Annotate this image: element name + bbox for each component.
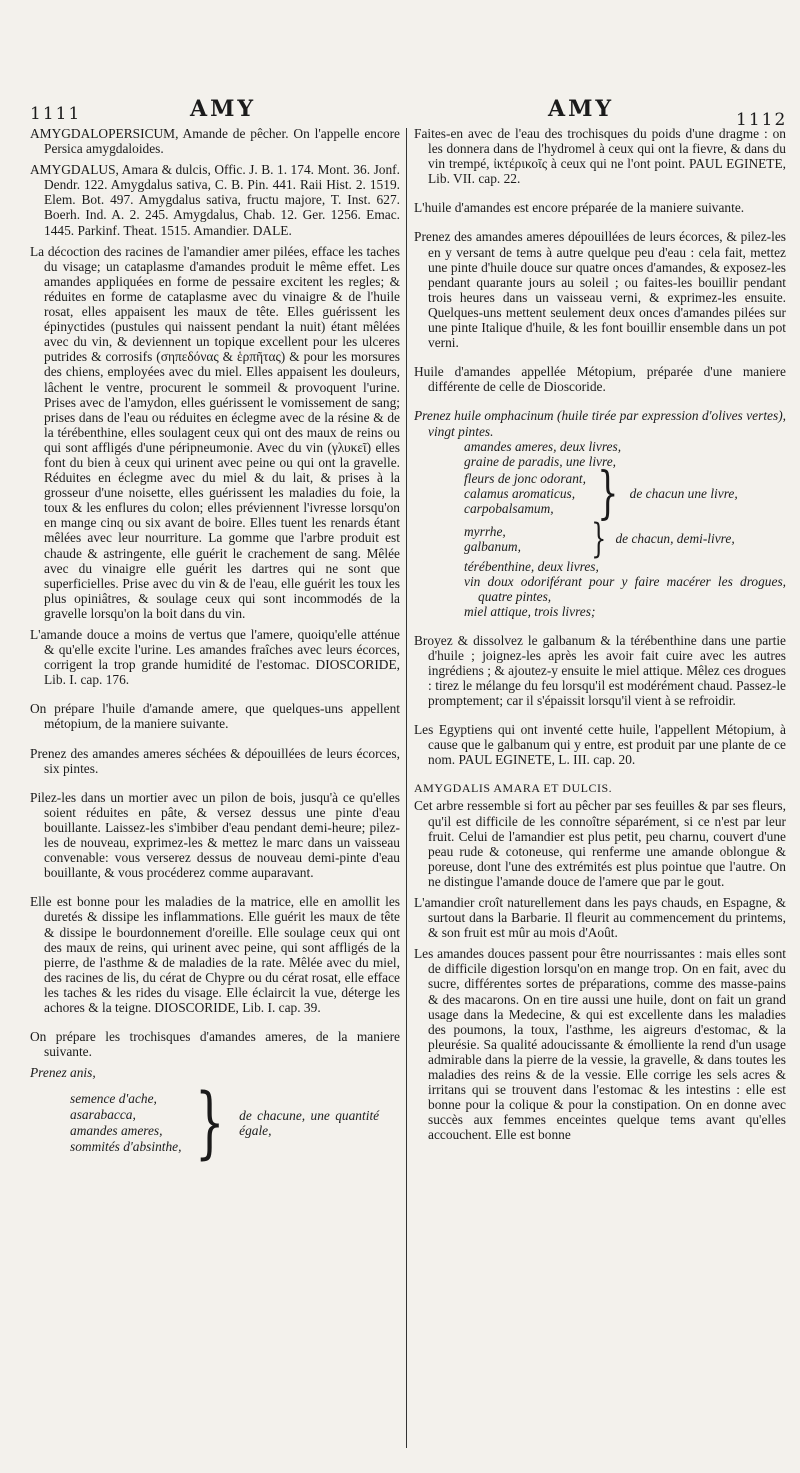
entry-amygdalus: AMYGDALUS, Amara & dulcis, Offic. J. B. 1. 174. Mont. 36. Jonf. Dendr. 122. Amygdalus sativa, C. B. Pin. 441. Raii Hist. 2. 1519. Elem. Bot. 497. Amygdalus sativa, fructu majore, T. Inst. 627. Boerh. Ind. A. 2. 245. Amygdalus, Chab. 12. Ger. 1256. Emac. 1445. Parkinf. Theat. 1515. Amandier. DALE.: [30, 162, 400, 238]
ingredient-list: [70, 1091, 181, 1155]
recipe-oil-alt: Prenez des amandes ameres dépouillées de leurs écorces, & pilez-les en y versant de tems à autre quelque peu d'eau : cela fait, mettez une pinte d'huile douce sur quatre onces d'amandes, & exposez-les pendant quarante jours au soleil ; ou faites-les bouillir pendant trois heures dans un vaisseau verni, & exprimez-les ensuite. Quelques-uns mettent seulement deux onces d'amandes pilées sur une pinte Italique d'huile, & les font bouillir ensemble dans un pot verni.: [414, 229, 786, 351]
paragraph-oil-alt-intro: L'huile d'amandes est encore préparée de la maniere suivante.: [414, 200, 745, 216]
paragraph-decoction: La décoction des racines de l'amandier amer pilées, efface les taches du visage; un cataplasme d'amandes produit le même effet. Les amandes appliquées en forme de pessaire excitent les regles; & réduites en forme de cataplasme avec du vinaigre & de l'huile rosat, elles appaisent les maux de tête. Elles guérissent les épinyctides (pustules qui naissent pendant la nuit) étant mêlées avec du vin, & deviennent un topique excellent pour les ulceres putrides & corrosifs (σηπεδόνας & ἑρπῆτας) & pour les morsures des chiens, employées avec du miel. Elles appaisent les douleurs, lâchent le ventre, procurent le sommeil & provoquent l'urine. Prises avec de l'amydon, elles guérissent le vomissement de sang; prises dans de l'eau ou réduites en éclegme avec de la résine & de la térébenthine, elles soulagent ceux qui ont des maux de reins ou qui sont affligés d'une péripneumonie. Avec du vin (γλυκεῖ) elles font du bien à ceux qui urinent avec peine ou qui ont la gravelle. Réduites en éclegme avec du miel & du lait, & prises à la grosseur d'une noisette, elles guérissent les maladies du foie, la toux & les enflures du colon; elles préviennent l'ivresse lorsqu'on en mange cinq ou six avant de boire. Elles tuent les renards étant mêlées avec leur nourriture. La gomme que l'arbre produit est chaude & astringente, elle guérit le crachement de sang. Mêlée avec du vinaigre elle guérit les dartres qui ne sont que superficielles. Prise avec du vin & de l'eau, elle guérit les toux les plus opiniâtres, & soulage ceux qui sont incommodés de la gravelle lorsqu'on la boit dans du vin.: [30, 243, 400, 621]
ingredient-quantity: de chacun, demi-livre,: [615, 531, 735, 547]
ingredient: amandes ameres, deux livres,: [464, 438, 622, 454]
recipe-first-line: Prenez huile omphacinum (huile tirée par expression d'olives vertes), vingt pintes.: [414, 408, 786, 439]
paragraph-trochisques-use: Faites-en avec de l'eau des trochisques du poids d'une dragme : on les donnera dans de l'hydromel à ceux qui ont la fievre, & dans du vin trempé, ἰκτέρικοῖς à ceux qui ne l'ont point. PAUL EGINETE, Lib. VII. cap. 22.: [414, 126, 786, 187]
paragraph-oil-intro: On prépare l'huile d'amande amere, que quelques-uns appellent métopium, de la maniere suivante.: [30, 701, 400, 732]
ingredient: vin doux odoriférant pour y faire macérer les drogues, quatre pintes,: [464, 573, 786, 604]
column-divider: [406, 128, 407, 1448]
recipe-trochisques: [30, 1065, 400, 1169]
ingredient-quantity: de chacun une livre,: [629, 486, 738, 502]
ingredient: sommités d'absinthe,: [70, 1139, 182, 1155]
paragraph-egyptiens: Les Egyptiens qui ont inventé cette huile, l'appellent Métopium, à cause que le galbanum qui y entre, est produit par une plante de ce nom. PAUL EGINETE, L. III. cap. 20.: [414, 722, 786, 768]
ingredient: calamus aromaticus,: [464, 486, 576, 502]
ingredient: fleurs de jonc odorant,: [464, 471, 586, 487]
ingredient-group: [70, 1078, 400, 1169]
right-page-number: 1112: [736, 110, 788, 130]
brace-glyph: }: [195, 1078, 226, 1169]
entry-amygdalopersicum: AMYGDALOPERSICUM, Amande de pêcher. On l'appelle encore Persica amygdaloides.: [30, 126, 400, 157]
paragraph-broyez: Broyez & dissolvez le galbanum & la térébenthine dans une partie d'huile ; joignez-les après les avoir fait cuire avec les autres ingrédiens ; & ajoutez-y ensuite le miel attique. Mêlez ces drogues : tirez le mélange du feu lorsqu'il est modérément chaud. Passez-le promptement; car il s'épaissit lorsqu'il vient à se refroidir.: [414, 632, 786, 708]
paragraph-habitat: L'amandier croît naturellement dans les pays chauds, en Espagne, & surtout dans la Barbarie. Il fleurit au commencement du printems, & son fruit est mûr au mois d'Août.: [414, 895, 786, 941]
brace-glyph: }: [591, 515, 607, 562]
ingredient: semence d'ache,: [70, 1091, 157, 1107]
ingredient-list: [464, 524, 582, 554]
heading-metopium: Huile d'amandes appellée Métopium, préparée d'une maniere différente de celle de Dioscoride.: [414, 364, 786, 395]
right-column: [414, 126, 786, 1149]
paragraph-description: Cet arbre ressemble si fort au pêcher par ses feuilles & par ses fleurs, qu'il est difficile de les connoître séparément, si ce n'est par leur fruit. Celui de l'amandier est plus petit, peu charnu, couvert d'une peau rude & cotoneuse, qui renferme une amande oblongue & poreuse, dont l'une des extrémités est plus pointue que l'autre. On ne distingue l'amande douce de l'amere que par le gout.: [414, 798, 786, 889]
ingredient: carpobalsamum,: [464, 501, 554, 517]
recipe-pilez: Pilez-les dans un mortier avec un pilon de bois, jusqu'à ce qu'elles soient réduites en pâte, & versez dessus une pinte d'eau bouillante. Laissez-les s'imbiber d'eau pendant demi-heure; pilez-les de nouveau, exprimez-les & mettez le marc dans un vaisseau convenable: vous verserez dessus de nouveau demi-pinte d'eau bouillante, & vous procéderez comme auparavant.: [30, 789, 400, 881]
paragraph-sweet-almond: L'amande douce a moins de vertus que l'amere, quoiqu'elle atténue & qu'elle excite l'urine. Les amandes fraîches avec leurs écorces, corrigent la trop grande humidité de l'estomac. DIOSCORIDE, Lib. I. cap. 176.: [30, 627, 400, 688]
ingredient: amandes ameres,: [70, 1123, 163, 1139]
left-page-number: 1111: [30, 104, 82, 124]
recipe-metopium: [414, 408, 786, 618]
ingredient: myrrhe,: [464, 523, 506, 539]
ingredient: miel attique, trois livres;: [464, 603, 596, 619]
ingredient-quantity: de chacune, une quantité égale,: [239, 1108, 380, 1139]
ingredient-group-2: [414, 515, 786, 562]
ingredient: térébenthine, deux livres,: [464, 558, 599, 574]
brace-glyph: }: [597, 460, 619, 526]
recipe-intro: Prenez anis,: [30, 1065, 96, 1081]
left-running-head: AMY: [190, 96, 257, 122]
section-heading: AMYGDALIS AMARA ET DULCIS.: [414, 781, 613, 796]
ingredient: galbanum,: [464, 538, 521, 554]
ingredient: graine de paradis, une livre,: [464, 453, 616, 469]
ingredient: asarabacca,: [70, 1107, 136, 1123]
left-column: [30, 126, 400, 1169]
ingredient-list: [464, 471, 586, 516]
recipe-prenez: Prenez des amandes ameres séchées & dépouillées de leurs écorces, six pintes.: [30, 745, 400, 776]
paragraph-trochisques-intro: On prépare les trochisques d'amandes ameres, de la maniere suivante.: [30, 1029, 400, 1060]
paragraph-uses: Elle est bonne pour les maladies de la matrice, elle en amollit les duretés & dissipe les inflammations. Elle guérit les maux de tête & dissipe le bourdonnement d'oreille. Elle soulage ceux qui ont des maux de reins, qui urinent avec peine, qui sont affligés de la pierre, de l'asthme & de maladies de la rate. Mêlée avec du miel, des racines de lis, du cérat de Chypre ou du cérat rosat, elle efface les taches & les rides du visage. Elle éclaircit la vue, déterge les achores & la teigne. DIOSCORIDE, Lib. I. cap. 39.: [30, 894, 400, 1015]
paragraph-sweet-almonds: Les amandes douces passent pour être nourrissantes : mais elles sont de difficile digestion lorsqu'on en mange trop. On en fait, avec du sucre, différentes sortes de préparations, comme des masse-pains & des macarons. On en tire aussi une huile, dont on fait un grand usage dans la Medecine, & qui est excellente dans les maladies des poumons, la toux, l'asthme, les aigreurs d'estomac, & la pleurésie. Sa qualité adoucissante & émolliente la rend d'un usage admirable dans la pierre de la vessie, la gravelle, & dans toutes les maladies des reins & de la vessie. Elle corrige les sels acres & irritans qui se trouvent dans l'estomac & les intestins : elle est bonne pour la colique & pour la constipation. On en donne avec succès aux femmes enceintes quelque tems avant qu'elles accouchent. Elle est bonne: [414, 946, 786, 1143]
right-running-head: AMY: [548, 96, 615, 122]
